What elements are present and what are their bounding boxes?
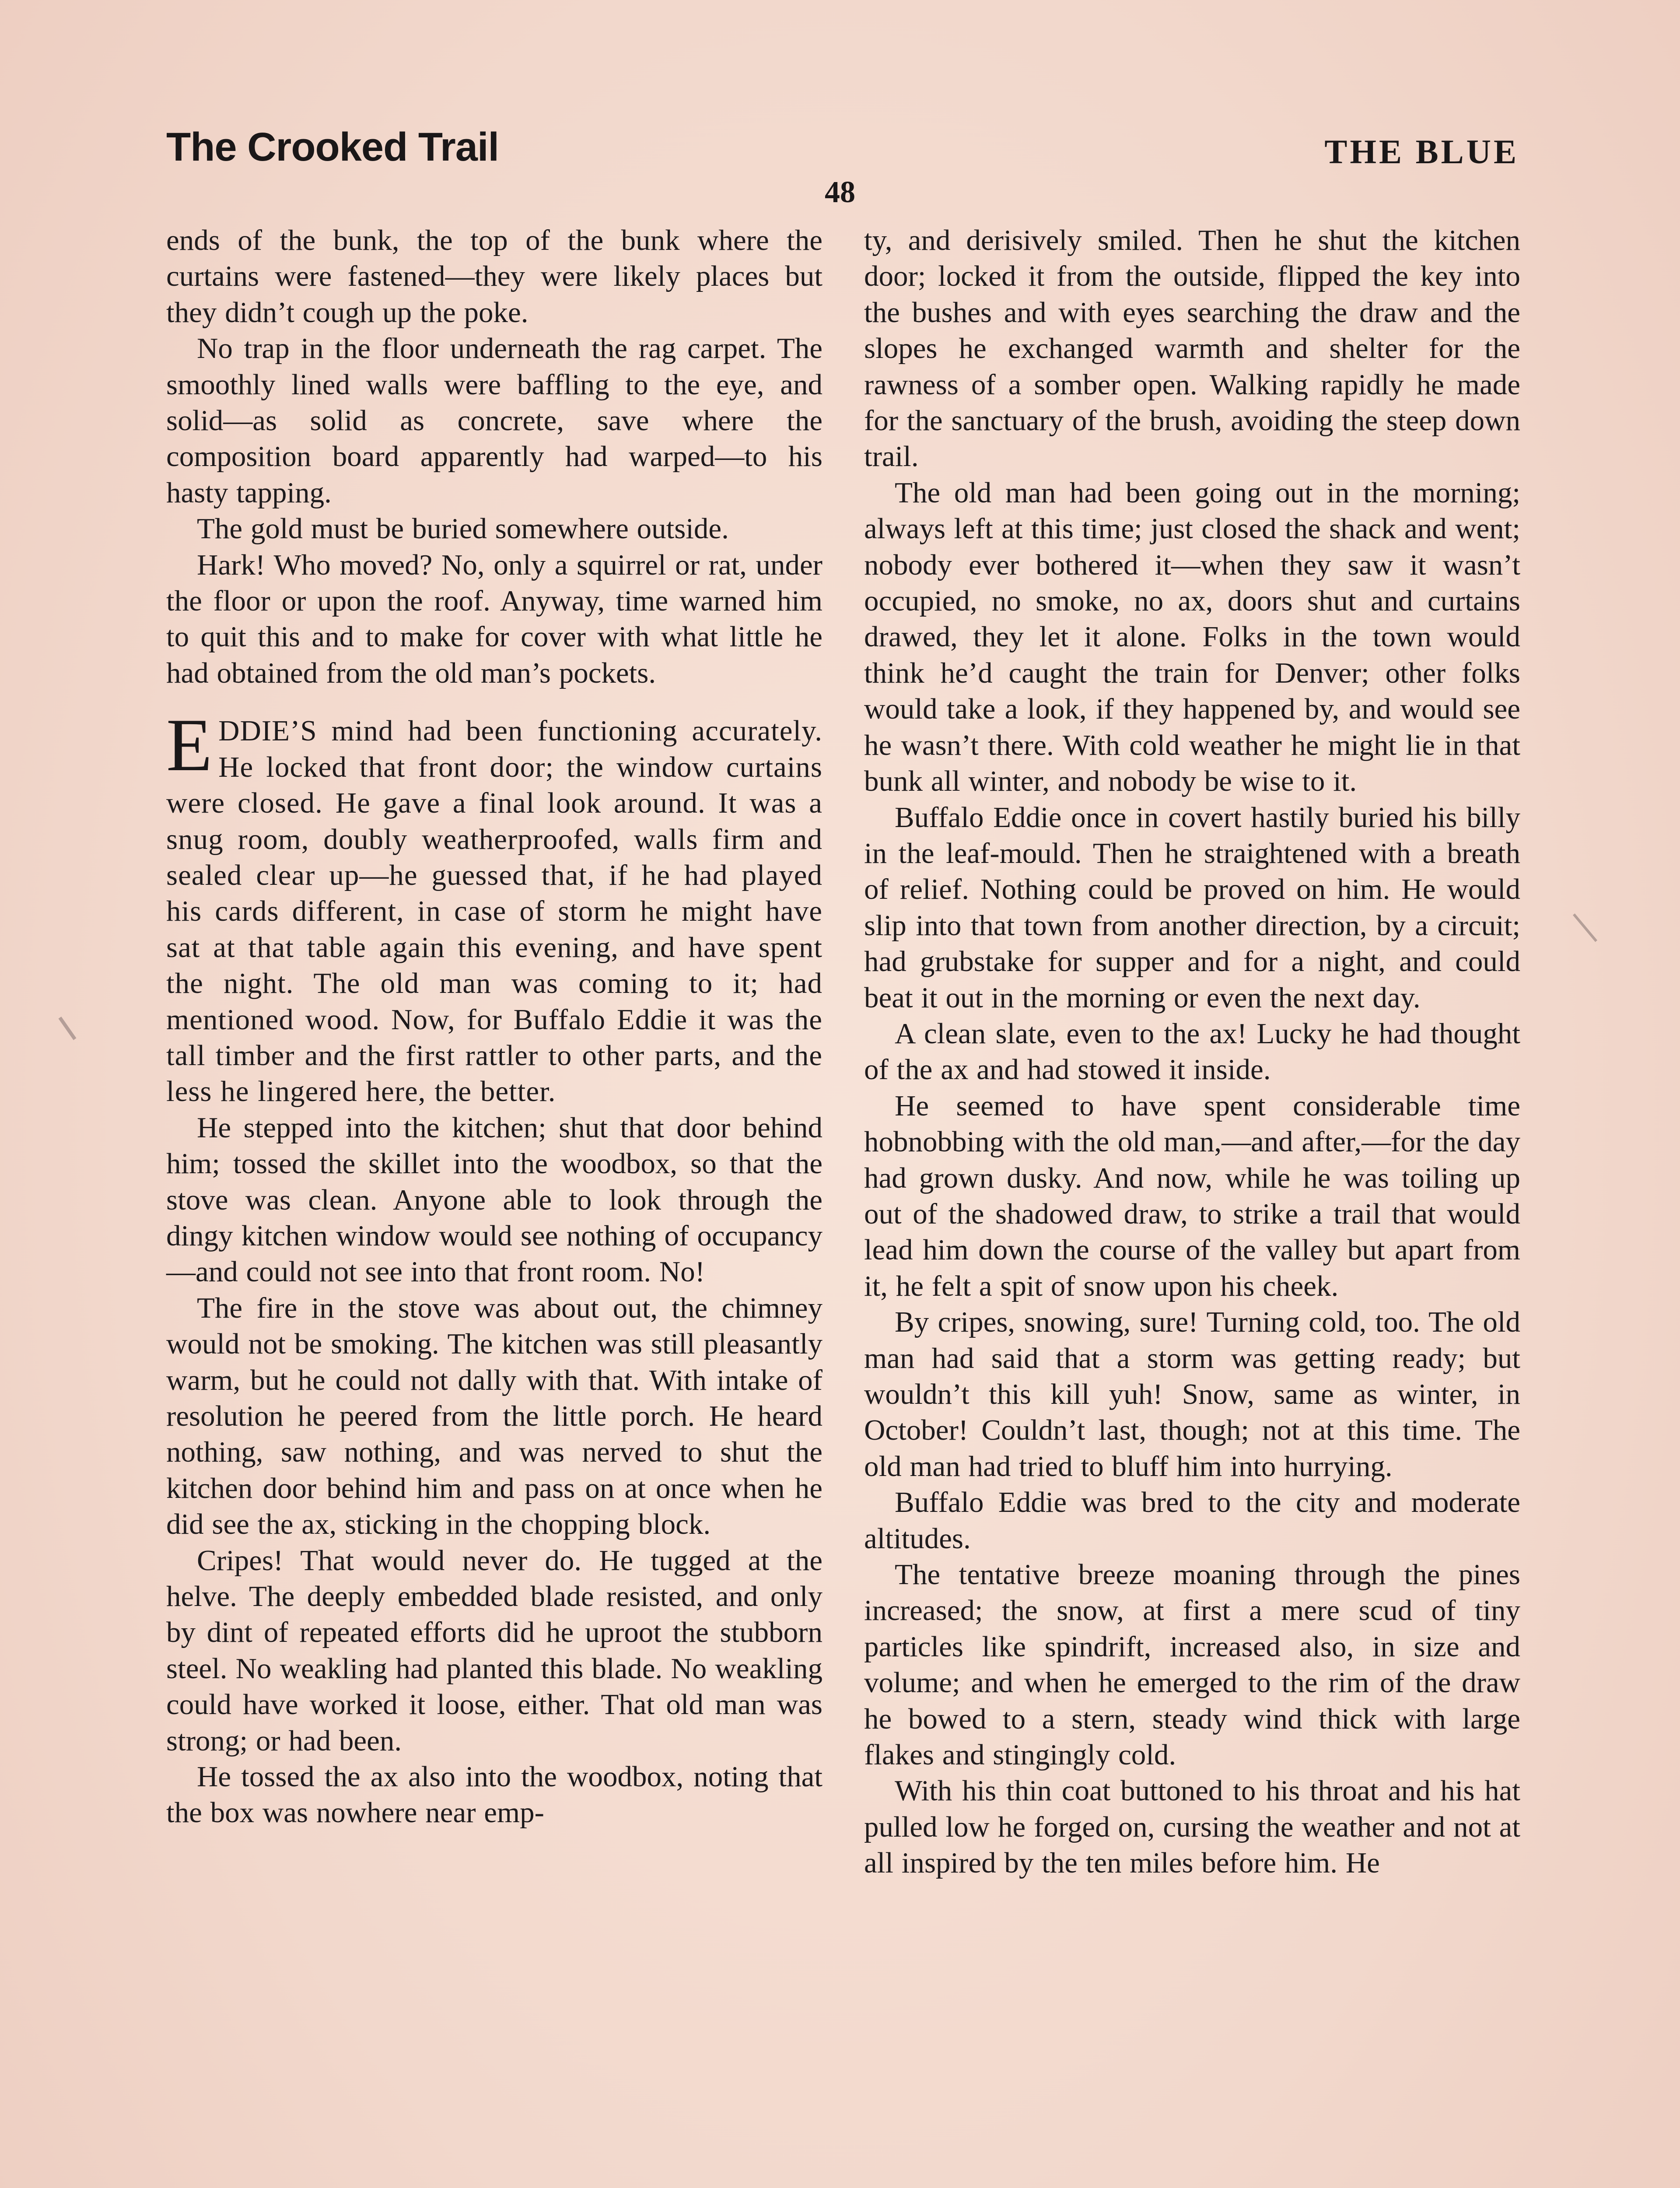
paragraph: Hark! Who moved? No, only a squirrel or rat, under the floor or upon the roof. Anyway, time warned him to quit this and to make for cover with what little he had obtained from the old man’s pockets. xyxy=(166,548,822,689)
paragraph: ty, and derisively smiled. Then he shut the kitchen door; locked it from the outside, flipped the key into the bushes and with eyes searching the draw and the slopes he exchanged warmth and shelter for the rawness of a somber open. Walking rapidly he made for the sanctuary of the brush, avoiding the steep down trail. xyxy=(864,224,1520,473)
paper-blemish xyxy=(59,1017,77,1040)
paragraph: ends of the bunk, the top of the bunk where the curtains were fastened—they were likely places but they didn’t cough up the poke. xyxy=(166,224,822,329)
right-column xyxy=(864,222,1520,1881)
section-lead-text: DDIE’S mind had been functioning accurately. He locked that front door; the window curtains were closed. He gave a final look around. It was a snug room, doubly weatherproofed, walls firm and sealed clear up—he guessed that, if he had played his cards different, in case of storm he might have sat at that table again this evening, and have spent the night. The old man was coming to it; had mentioned wood. Now, for Buffalo Eddie it was the tall timber and the first rattler to other parts, and the less he lingered here, the better. xyxy=(166,715,822,1108)
drop-cap: E xyxy=(166,704,213,787)
paragraph: The gold must be buried somewhere outside. xyxy=(197,512,729,545)
paragraph: Cripes! That would never do. He tugged at the helve. The deeply embedded blade resisted, and only by dint of repeated efforts did he uproot the stubborn steel. No weakling had planted this blade. No weakling could have worked it loose, either. That old man was strong; or had been. xyxy=(166,1544,822,1757)
page-number: 48 xyxy=(825,175,855,209)
paragraph: A clean slate, even to the ax! Lucky he had thought of the ax and had stowed it inside. xyxy=(864,1017,1520,1086)
paragraph: The old man had been going out in the morning; always left at this time; just closed the shack and went; nobody ever bothered it—when they saw it wasn’t occupied, no smoke, no ax, doors shut and curtains drawed, they let it alone. Folks in the town would think he’d caught the train for Denver; other folks would take a look, if they happened by, and would see he wasn’t there. With cold weather he might lie in that bunk all winter, and nobody be wise to it. xyxy=(864,476,1520,798)
paragraph: By cripes, snowing, sure! Turning cold, too. The old man had said that a storm was getting ready; but wouldn’t this kill yuh! Snow, same as winter, in October! Couldn’t last, though; not at this time. The old man had tried to bluff him into hurrying. xyxy=(864,1306,1520,1483)
paragraph: Buffalo Eddie was bred to the city and moderate altitudes. xyxy=(864,1486,1520,1555)
paragraph: The tentative breeze moaning through the pines increased; the snow, at first a mere scud of tiny particles like spindrift, increased also, in size and volume; and when he emerged to the rim of the draw he bowed to a stern, steady wind thick with large flakes and stingingly cold. xyxy=(864,1558,1520,1771)
paragraph: With his thin coat buttoned to his throat and his hat pulled low he forged on, cursing the weather and not at all inspired by the ten miles before him. He xyxy=(864,1774,1520,1879)
paragraph: He seemed to have spent considerable time hobnobbing with the old man,—and after,—for the day had grown dusky. And now, while he was toiling up out of the shadowed draw, to strike a trail that would lead him down the course of the valley but apart from it, he felt a spit of snow upon his cheek. xyxy=(864,1089,1520,1302)
section-opening-paragraph xyxy=(166,704,822,1109)
paragraph: Buffalo Eddie once in covert hastily buried his billy in the leaf-mould. Then he straightened with a breath of relief. Nothing could be proved on him. He would slip into that town from another direction, by a circuit; had grubstake for supper and for a night, and could beat it out in the morning or even the next day. xyxy=(864,801,1520,1014)
paragraph: No trap in the floor underneath the rag carpet. The smoothly lined walls were baffling to the eye, and solid—as solid as concrete, save where the composition board apparently had warped—to his hasty tapping. xyxy=(166,332,822,509)
paragraph: He stepped into the kitchen; shut that door behind him; tossed the skillet into the woodbox, so that the stove was clean. Anyone able to look through the dingy kitchen window would see nothing of occupancy—and could not see into that front room. No! xyxy=(166,1111,822,1288)
running-title: The Crooked Trail xyxy=(166,125,499,169)
paragraph: The fire in the stove was about out, the chimney would not be smoking. The kitchen was still pleasantly warm, but he could not dally with that. With intake of resolution he peered from the little porch. He heard nothing, saw nothing, and was nerved to shut the kitchen door behind him and pass on at once when he did see the ax, sticking in the chopping block. xyxy=(166,1291,822,1541)
magazine-name: THE BLUE xyxy=(1324,133,1519,171)
paper-blemish xyxy=(1573,913,1597,942)
paragraph: He tossed the ax also into the woodbox, noting that the box was nowhere near emp- xyxy=(166,1760,822,1829)
left-column xyxy=(166,222,822,1831)
